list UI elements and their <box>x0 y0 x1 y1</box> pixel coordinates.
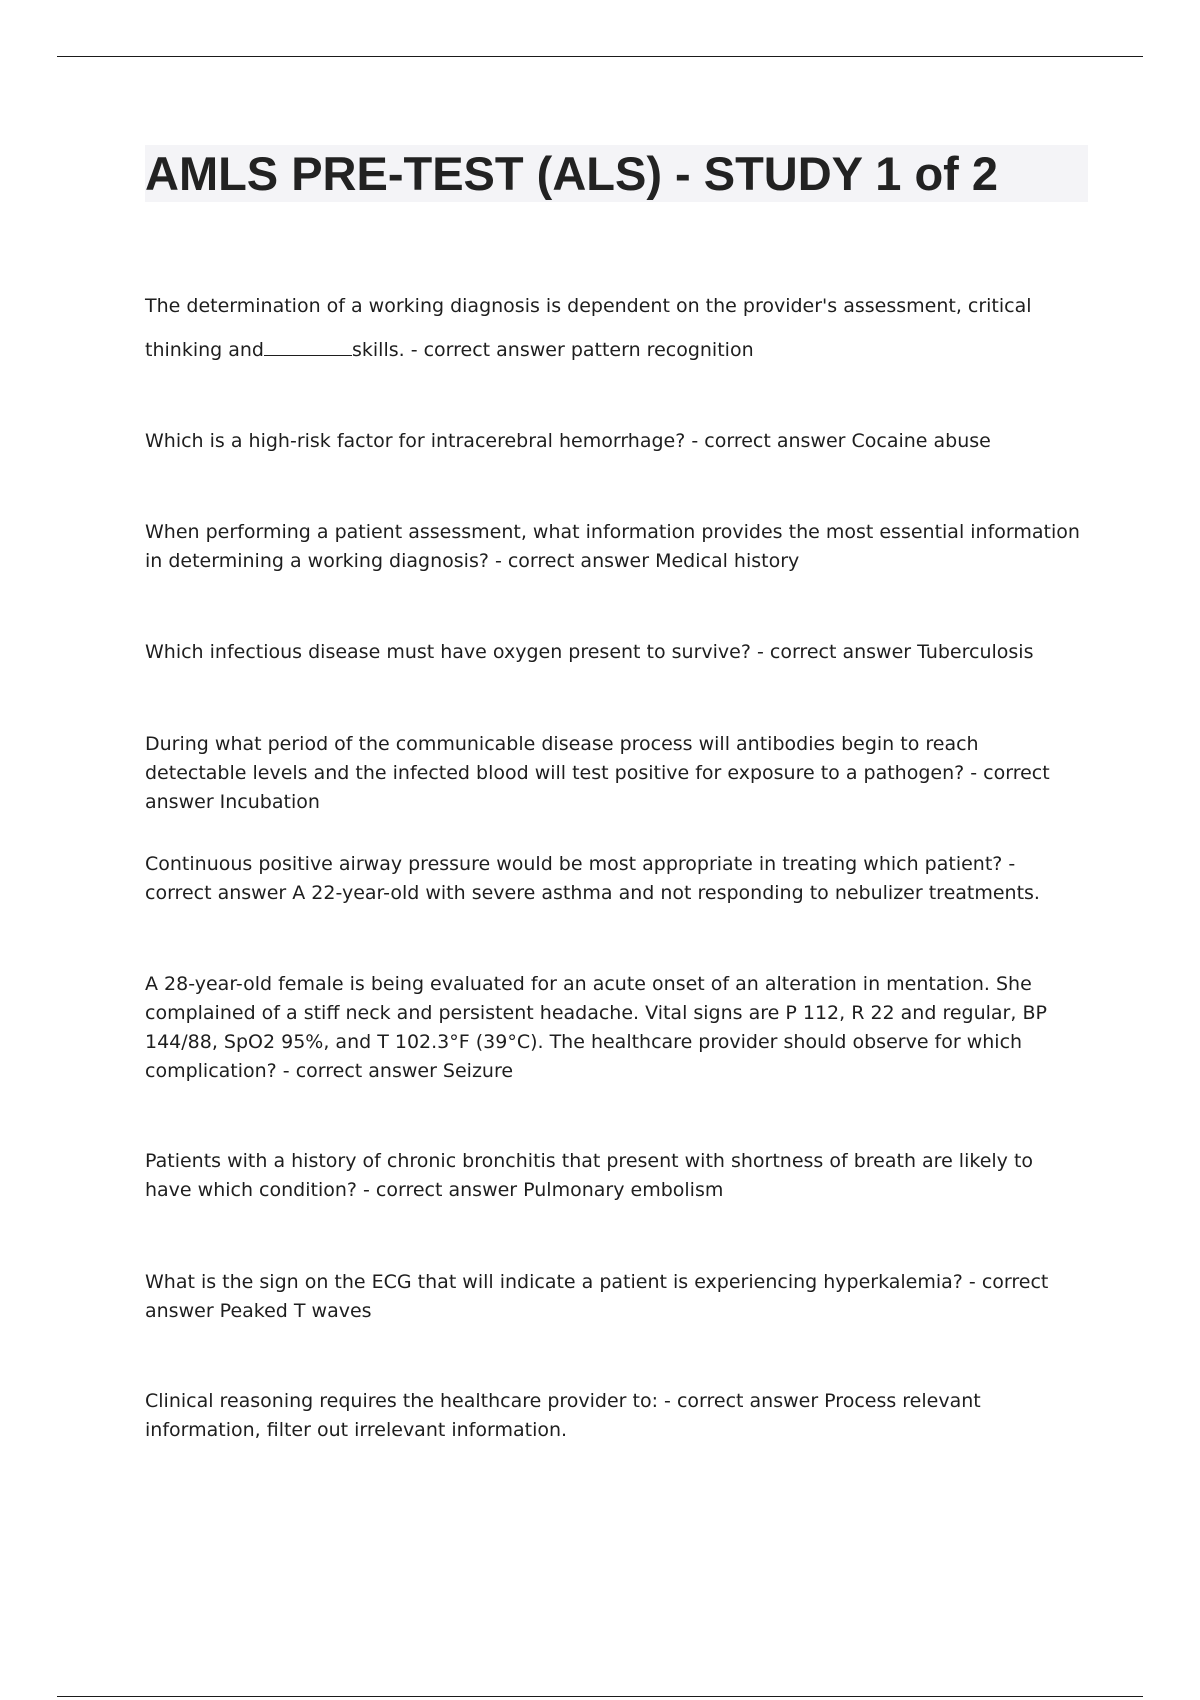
qa-item-8: Patients with a history of chronic bronchitis that present with shortness of breath are likely to have which condition? - correct answer Pulmonary embolism <box>145 1150 1034 1201</box>
qa-item-1-question: The determination of a working diagnosis is dependent on the provider's assessment, critical thinking and <box>145 295 1032 361</box>
qa-item-7: A 28-year-old female is being evaluated for an acute onset of an alteration in mentation. She complained of a stiff neck and persistent headache. Vital signs are P 112, R 22 and regular, BP 144/88, SpO2 95%, and T 102.3°F (39°C). The healthcare provider should observe for which complication? - correct answer Seizure <box>145 973 1047 1082</box>
qa-item-4: Which infectious disease must have oxygen present to survive? - correct answer Tuberculosis <box>145 641 1034 663</box>
fill-in-blank <box>264 340 352 356</box>
qa-item-10: Clinical reasoning requires the healthcare provider to: - correct answer Process relevant information, filter out irrelevant information. <box>145 1390 981 1441</box>
qa-item-9: What is the sign on the ECG that will indicate a patient is experiencing hyperkalemia? - correct answer Peaked T waves <box>145 1271 1049 1322</box>
qa-item-1 <box>145 284 1085 372</box>
qa-item-6: Continuous positive airway pressure would be most appropriate in treating which patient? - correct answer A 22-year-old with severe asthma and not responding to nebulizer treatments. <box>145 853 1040 904</box>
qa-item-2: Which is a high-risk factor for intracerebral hemorrhage? - correct answer Cocaine abuse <box>145 430 991 452</box>
qa-item-3: When performing a patient assessment, what information provides the most essential information in determining a working diagnosis? - correct answer Medical history <box>145 521 1080 572</box>
top-divider <box>57 56 1143 57</box>
page-title: AMLS PRE-TEST (ALS) - STUDY 1 of 2 <box>145 147 998 200</box>
qa-item-1-answer: skills. - correct answer pattern recognition <box>351 339 754 361</box>
bottom-divider <box>57 1696 1143 1697</box>
qa-item-5: During what period of the communicable disease process will antibodies begin to reach detectable levels and the infected blood will test positive for exposure to a pathogen? - correct answer Incubation <box>145 733 1050 813</box>
